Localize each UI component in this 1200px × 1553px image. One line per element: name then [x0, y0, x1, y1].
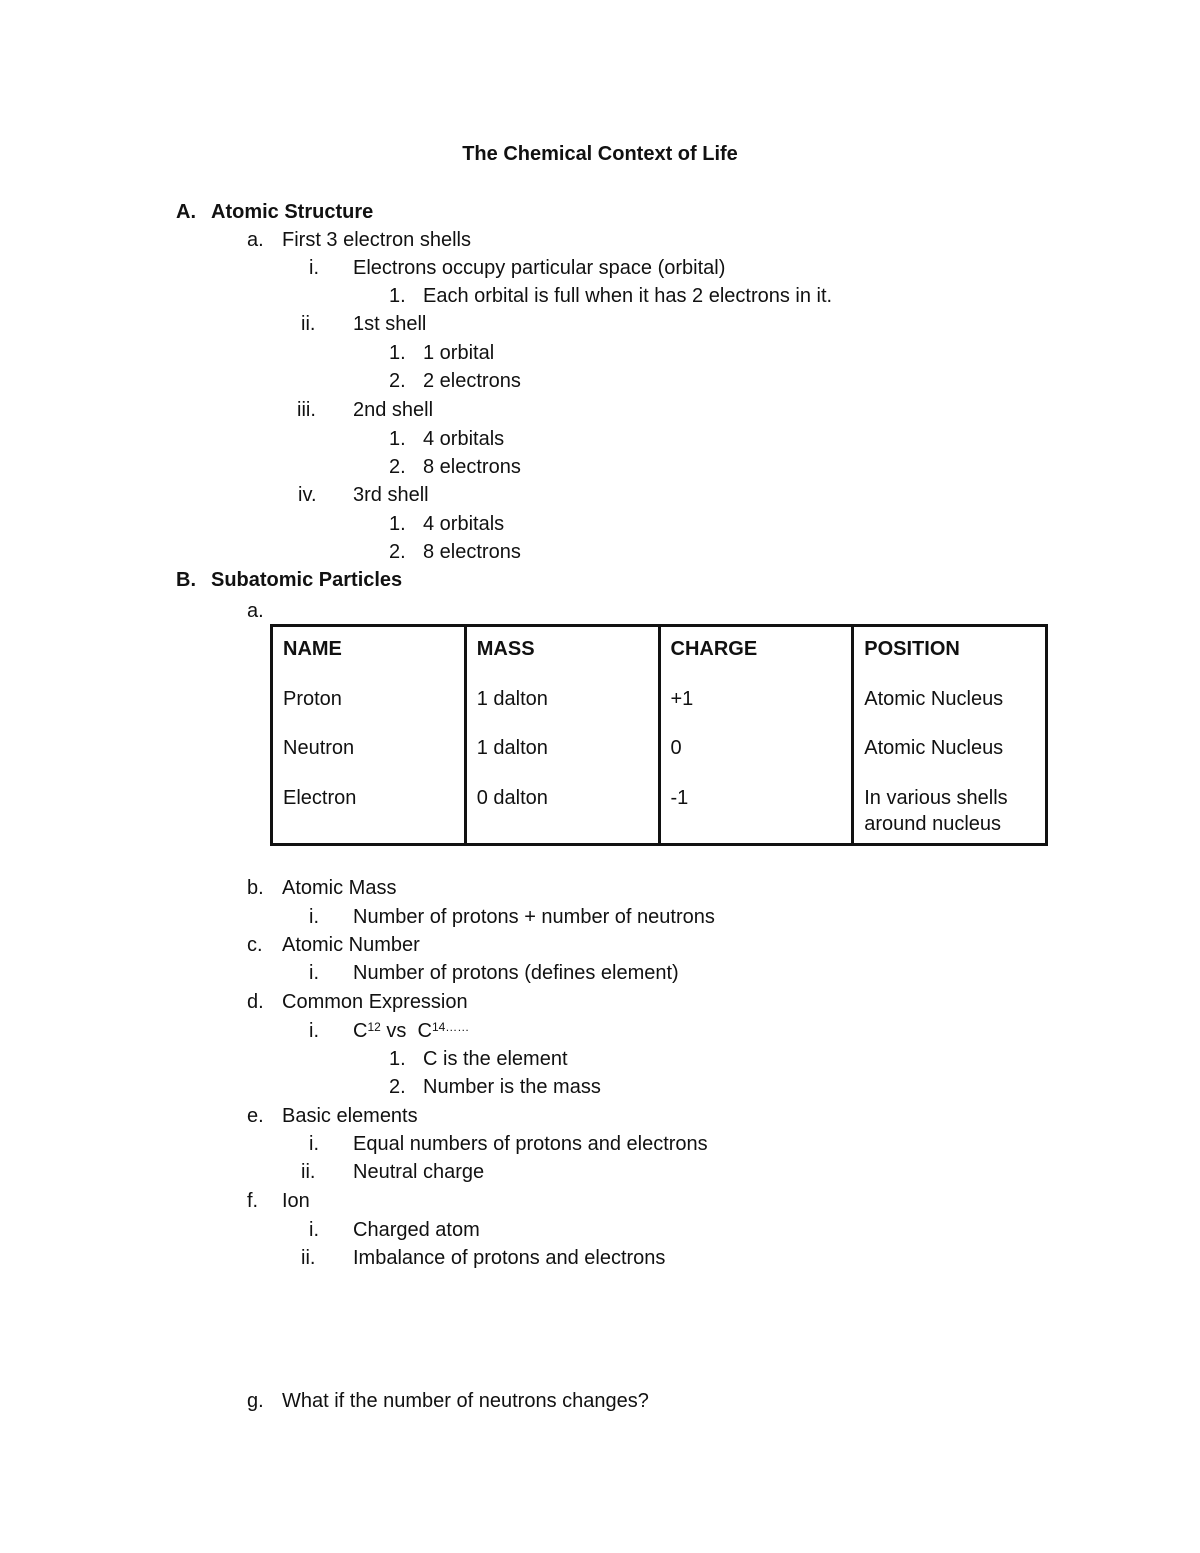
list-item: 4 orbitals — [423, 513, 505, 535]
table-column — [659, 626, 853, 845]
versus-text: vs C — [380, 1020, 432, 1042]
list-item: C is the element — [423, 1048, 568, 1070]
list-marker: 2. — [389, 1076, 406, 1098]
table-cell: 0 — [670, 737, 682, 759]
element-symbol: C — [353, 1020, 368, 1042]
list-item: Neutral charge — [353, 1161, 485, 1183]
table-cell — [864, 786, 1035, 836]
list-marker: ii. — [301, 313, 316, 335]
list-item: 8 electrons — [423, 456, 521, 478]
table-cell: +1 — [670, 687, 694, 710]
list-marker: ii. — [301, 1247, 316, 1269]
list-marker: 1. — [389, 428, 406, 450]
list-item: Number of protons + number of neutrons — [353, 906, 715, 928]
list-marker: 2. — [389, 456, 406, 478]
list-marker: a. — [247, 600, 264, 622]
section-b-label: B. — [176, 569, 196, 591]
list-marker: i. — [309, 1219, 319, 1241]
list-marker: c. — [247, 934, 263, 956]
list-marker: i. — [309, 257, 319, 279]
table-cell: Electron — [283, 786, 357, 809]
list-item: Common Expression — [282, 991, 468, 1013]
list-marker: b. — [247, 877, 264, 899]
list-item: 8 electrons — [423, 541, 521, 563]
table-cell-line: In various shells — [864, 786, 1008, 809]
list-item: 1 orbital — [423, 342, 495, 364]
list-item: 3rd shell — [353, 484, 429, 506]
list-item: 2nd shell — [353, 399, 434, 421]
list-marker: 1. — [389, 285, 406, 307]
section-b-heading: Subatomic Particles — [211, 569, 403, 591]
list-item: Atomic Mass — [282, 877, 397, 899]
list-item: Each orbital is full when it has 2 electrons in it. — [423, 285, 833, 307]
mass-number: 14…… — [431, 1020, 470, 1034]
table-cell: 1 dalton — [476, 737, 548, 759]
list-item: What if the number of neutrons changes? — [282, 1390, 649, 1412]
list-item: First 3 electron shells — [282, 229, 471, 251]
page-title: The Chemical Context of Life — [462, 143, 738, 165]
table-header-cell: NAME — [283, 638, 342, 660]
isotope-notation — [353, 1019, 469, 1043]
list-marker: d. — [247, 991, 264, 1013]
list-item: 2 electrons — [423, 370, 521, 392]
section-a-heading: Atomic Structure — [211, 201, 374, 223]
list-marker: g. — [247, 1390, 264, 1412]
list-marker: 1. — [389, 1048, 406, 1070]
table-cell-line: around nucleus — [864, 812, 1002, 835]
list-item: Electrons occupy particular space (orbital) — [353, 257, 726, 279]
list-item: Imbalance of protons and electrons — [353, 1247, 666, 1269]
list-item: Basic elements — [282, 1105, 418, 1127]
list-marker: i. — [309, 962, 319, 984]
table-column — [853, 626, 1047, 845]
table-header-cell: CHARGE — [670, 638, 758, 660]
list-item: Number of protons (defines element) — [353, 962, 679, 984]
table-cell: Atomic Nucleus — [864, 687, 1004, 710]
table-cell: -1 — [670, 786, 689, 809]
list-item: Ion — [282, 1190, 310, 1212]
table-cell: Neutron — [283, 737, 355, 759]
list-marker: iii. — [297, 399, 316, 421]
table-column — [272, 626, 466, 845]
table-header-cell: MASS — [476, 638, 535, 660]
list-item: 1st shell — [353, 313, 427, 335]
table-cell: 1 dalton — [476, 687, 548, 710]
list-item: Atomic Number — [282, 934, 420, 956]
list-marker: iv. — [298, 484, 317, 506]
list-marker: 1. — [389, 513, 406, 535]
list-marker: 2. — [389, 541, 406, 563]
list-marker: 2. — [389, 370, 406, 392]
table-cell: 0 dalton — [476, 786, 548, 809]
section-a-label: A. — [176, 201, 196, 223]
list-marker: i. — [309, 1133, 319, 1155]
list-marker: i. — [309, 906, 319, 928]
mass-number: 12 — [367, 1020, 381, 1034]
table-header-cell: POSITION — [864, 638, 960, 660]
list-marker: ii. — [301, 1161, 316, 1183]
list-marker: i. — [309, 1020, 319, 1042]
list-item: Charged atom — [353, 1219, 480, 1241]
table-cell: Proton — [283, 687, 342, 710]
list-item: Equal numbers of protons and electrons — [353, 1133, 708, 1155]
table-cell: Atomic Nucleus — [864, 737, 1004, 759]
subatomic-particles-table — [270, 624, 1048, 846]
list-item: 4 orbitals — [423, 428, 505, 450]
list-item: Number is the mass — [423, 1076, 601, 1098]
list-marker: f. — [247, 1190, 259, 1212]
table-column — [465, 626, 659, 845]
list-marker: a. — [247, 229, 264, 251]
list-marker: 1. — [389, 342, 406, 364]
list-marker: e. — [247, 1105, 264, 1127]
